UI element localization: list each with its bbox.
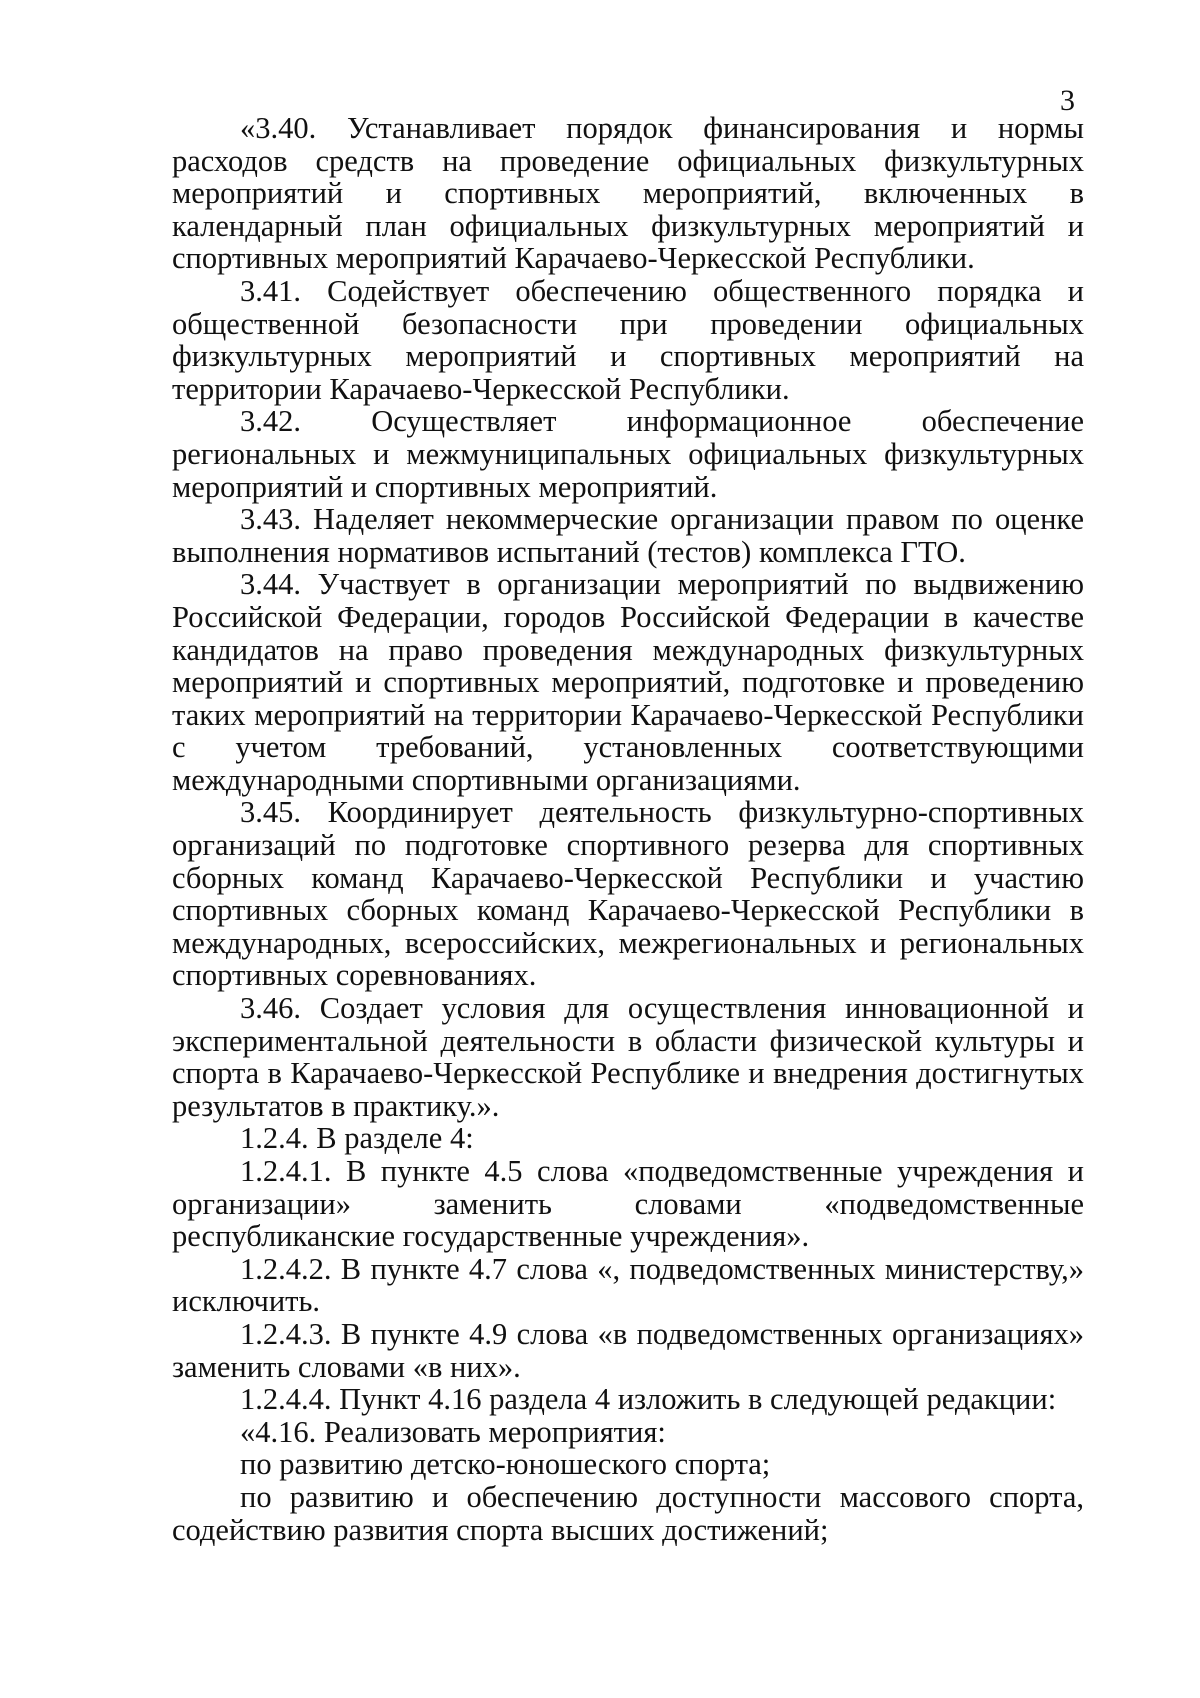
paragraph-3-42: 3.42. Осуществляет информационное обеспечение региональных и межмуниципальных официальных физкультурных мероприятий и спортивных мероприятий. [172, 404, 1084, 504]
paragraph-1-2-4-4: 1.2.4.4. Пункт 4.16 раздела 4 изложить в следующей редакции: [240, 1382, 1057, 1417]
paragraph-3-40: «3.40. Устанавливает порядок финансирования и нормы расходов средств на проведение официальных физкультурных мероприятий и спортивных мероприятий, включенных в календарный план официальных физкультурных мероприятий и спортивных мероприятий Карачаево-Черкесской Республики. [172, 111, 1084, 276]
paragraph-3-45: 3.45. Координирует деятельность физкультурно-спортивных организаций по подготовке спортивного резерва для спортивных сборных команд Карачаево-Черкесской Республики и участию спортивных сборных команд Карачаево-Черкесской Республики в международных, всероссийских, межрегиональных и региональных спортивных соревнованиях. [172, 795, 1084, 993]
paragraph-3-46: 3.46. Создает условия для осуществления инновационной и экспериментальной деятельности в области физической культуры и спорта в Карачаево-Черкесской Республике и внедрения достигнутых результатов в практику.». [172, 991, 1084, 1123]
paragraph-1-2-4: 1.2.4. В разделе 4: [240, 1121, 474, 1156]
page-number: 3 [1060, 84, 1075, 117]
paragraph-1-2-4-3: 1.2.4.3. В пункте 4.9 слова «в подведомственных организациях» заменить словами «в них». [172, 1316, 1084, 1384]
paragraph-4-16: «4.16. Реализовать мероприятия: [240, 1414, 666, 1449]
paragraph-mass-sport: по развитию и обеспечению доступности массового спорта, содействию развития спорта высших достижений; [172, 1479, 1084, 1547]
paragraph-3-44: 3.44. Участвует в организации мероприятий по выдвижению Российской Федерации, городов Российской Федерации в качестве кандидатов на право проведения международных физкультурных мероприятий и спортивных мероприятий, подготовке и проведению таких мероприятий на территории Карачаево-Черкесской Республики с учетом требований, установленных соответствующими международными спортивными организациями. [172, 567, 1084, 797]
document-body [172, 112, 1084, 1546]
paragraph-3-41: 3.41. Содействует обеспечению общественного порядка и общественной безопасности при проведении официальных физкультурных мероприятий и спортивных мероприятий на территории Карачаево-Черкесской Республики. [172, 273, 1084, 406]
paragraph-youth-sport: по развитию детско-юношеского спорта; [240, 1447, 771, 1482]
paragraph-3-43: 3.43. Наделяет некоммерческие организации правом по оценке выполнения нормативов испытаний (тестов) комплекса ГТО. [172, 502, 1084, 569]
paragraph-1-2-4-1: 1.2.4.1. В пункте 4.5 слова «подведомственные учреждения и организации» заменить словами «подведомственные республиканские государственные учреждения». [172, 1154, 1084, 1254]
paragraph-1-2-4-2: 1.2.4.2. В пункте 4.7 слова «, подведомственных министерству,» исключить. [172, 1251, 1084, 1319]
